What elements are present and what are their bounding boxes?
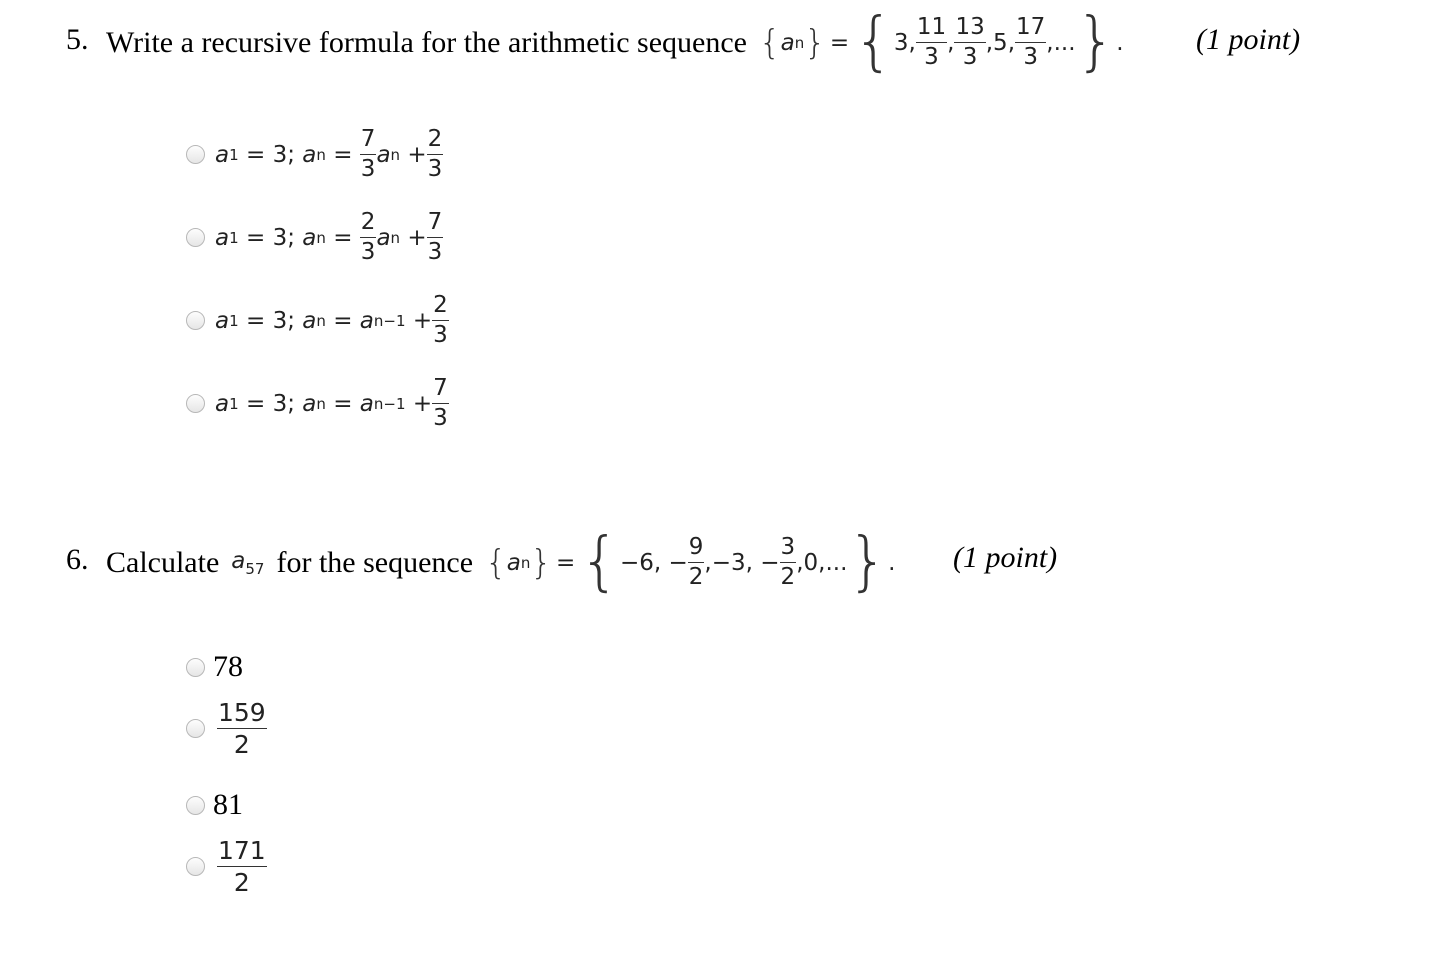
question-5-prompt: Write a recursive formula for the arithmetic sequence [106, 25, 747, 59]
option-value: 81 [213, 788, 243, 821]
radio-button[interactable] [186, 719, 205, 738]
question-6-sequence: { a n } = { −6 , − 9 2 , −3 , − 3 2 , 0 , ... } . [485, 525, 896, 599]
question-5-points: (1 point) [1196, 23, 1301, 56]
radio-button[interactable] [186, 228, 205, 247]
radio-button[interactable] [186, 658, 205, 677]
q5-option-1[interactable]: a 1 = 3 ; a n = 7 3 a n + 2 3 [186, 128, 443, 181]
q5-option-2[interactable]: a 1 = 3 ; a n = 2 3 a n + 7 3 [186, 211, 443, 264]
seq-fraction: 9 2 [688, 534, 704, 591]
option-denominator: 2 [233, 868, 250, 897]
seq-term: −3 [711, 549, 746, 576]
seq-term: −6 [619, 549, 654, 576]
seq-ellipsis: ... [1053, 29, 1076, 56]
radio-button[interactable] [186, 145, 205, 164]
question-6-number: 6. [66, 543, 89, 576]
radio-button[interactable] [186, 796, 205, 815]
question-6-header [106, 525, 896, 599]
seq-fraction: 3 2 [780, 534, 796, 591]
question-5-number: 5. [66, 23, 89, 56]
seq-variable: a [780, 29, 795, 56]
seq-term: 5 [993, 29, 1008, 56]
seq-term: 3 [893, 29, 909, 56]
q5-option-4[interactable]: a 1 = 3 ; a n = a n−1 + 7 3 [186, 377, 449, 430]
radio-button[interactable] [186, 857, 205, 876]
q5-option-3[interactable]: a 1 = 3 ; a n = a n−1 + 2 3 [186, 294, 449, 347]
seq-fraction: 11 3 [916, 14, 947, 71]
seq-fraction: 17 3 [1016, 14, 1046, 71]
question-5-sequence: { a n } = { 3 , 11 3 , 13 3 , 5 , 17 3 , ... } . [759, 5, 1124, 79]
q6-option-3[interactable] [186, 788, 243, 822]
question-6-points: (1 point) [953, 541, 1058, 574]
seq-ellipsis: ... [825, 549, 848, 576]
q6-option-1[interactable] [186, 650, 243, 684]
question-6-prompt-end: for the sequence [276, 545, 474, 579]
question-6-prompt-start: Calculate [106, 545, 220, 579]
option-denominator: 2 [233, 730, 250, 759]
question-6-target: $a_{57}$ [231, 547, 265, 578]
option-numerator: 171 [218, 836, 266, 865]
q6-option-4[interactable] [186, 838, 267, 895]
seq-fraction: 13 3 [955, 14, 985, 71]
radio-button[interactable] [186, 311, 205, 330]
radio-button[interactable] [186, 394, 205, 413]
q6-option-2[interactable] [186, 700, 267, 757]
seq-subscript: n [794, 33, 805, 52]
option-value: 78 [213, 650, 243, 683]
question-5-header [106, 5, 1124, 79]
option-numerator: 159 [218, 698, 266, 727]
seq-term: 0 [803, 549, 819, 576]
